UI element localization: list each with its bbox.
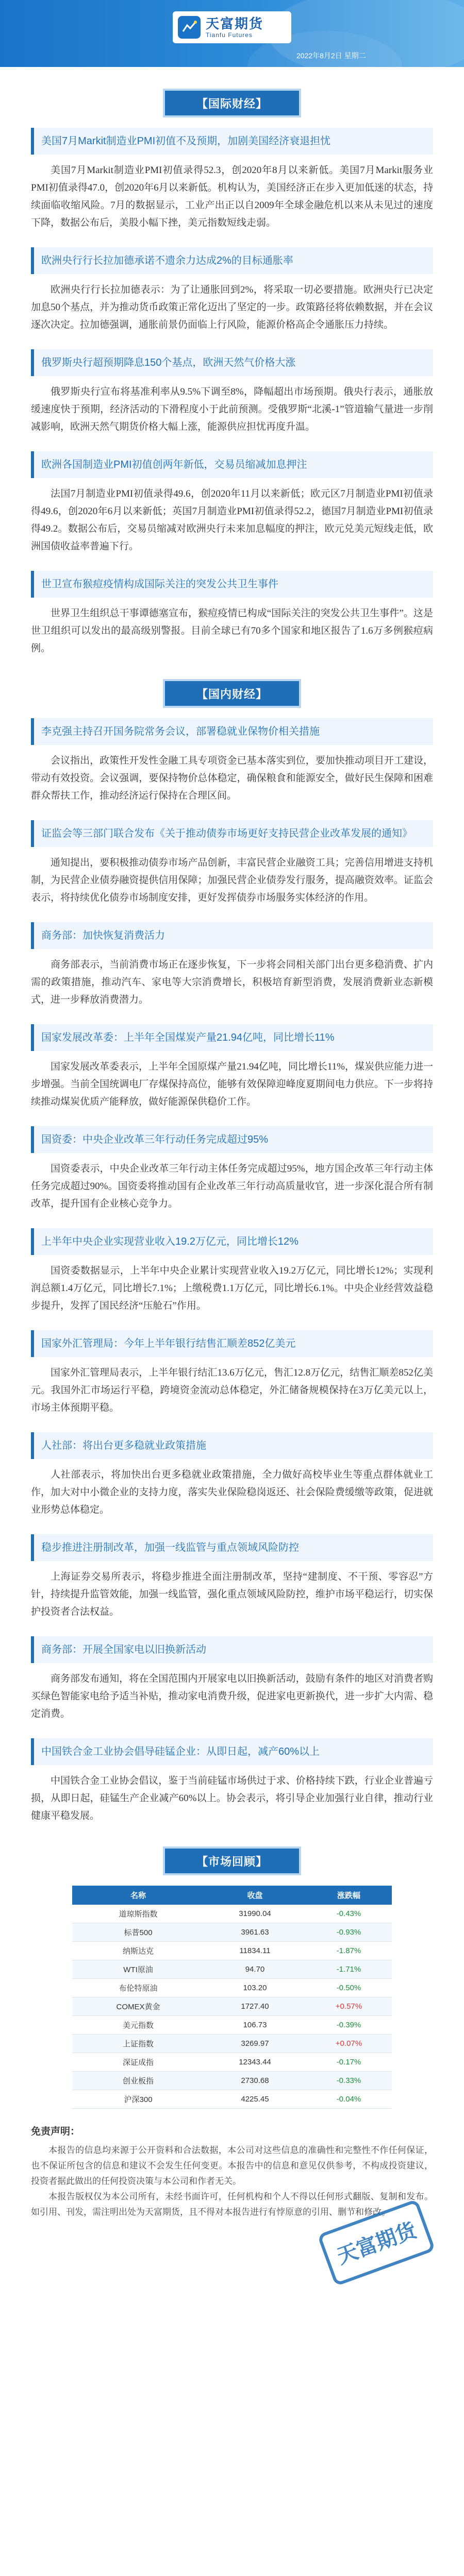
- news-body: 国资委表示，中央企业改革三年行动主体任务完成超过95%，地方国企改革三年行动主体任务完成超过90%。国资委将推动国有企业改革三年行动高质量收官，进一步深化混合所有制改革，提升国有企业核心竞争力。: [31, 1163, 433, 1209]
- table-row: [72, 2072, 392, 2090]
- table-cell-change: -0.33%: [306, 2072, 392, 2090]
- table-cell-change: -0.43%: [306, 1905, 392, 1923]
- table-cell-close: 12343.44: [204, 2053, 306, 2072]
- watermark-logo-icon: [309, 2186, 443, 2299]
- news-title: 美国7月Markit制造业PMI初值不及预期，加剧美国经济衰退担忧: [31, 128, 433, 155]
- table-cell-close: 4225.45: [204, 2090, 306, 2109]
- news-body: 中国铁合金工业协会倡议，鉴于当前硅锰市场供过于求、价格持续下跌，行业企业普遍亏损，从即日起，硅锰生产企业减产60%以上。协会表示，将引导企业加强行业自律，推动行业健康平稳发展。: [31, 1775, 433, 1821]
- table-cell-close: 106.73: [204, 2016, 306, 2035]
- news-title: 欧洲央行行长拉加德承诺不遗余力达成2%的目标通胀率: [31, 247, 433, 274]
- news-item: [31, 349, 433, 436]
- table-cell-name: WTI原油: [72, 1960, 204, 1979]
- table-row: [72, 1960, 392, 1979]
- table-row: [72, 2016, 392, 2035]
- disclaimer: [31, 2124, 433, 2268]
- table-row: [72, 2035, 392, 2053]
- news-title: 商务部：加快恢复消费活力: [31, 922, 433, 949]
- disclaimer-paragraph: 本报告的信息均来源于公开资料和合法数据，本公司对这些信息的准确性和完整性不作任何保证，也不保证所包含的信息和建议不会发生任何变更。本报告中的信息和意见仅供参考，不构成投资建议，投资者据此做出的任何投资决策与本公司和作者无关。: [31, 2145, 433, 2186]
- news-title: 商务部：开展全国家电以旧换新活动: [31, 1636, 433, 1663]
- news-item: [31, 922, 433, 1009]
- news-item: [31, 1738, 433, 1825]
- news-title: 中国铁合金工业协会倡导硅锰企业：从即日起，减产60%以上: [31, 1738, 433, 1765]
- table-cell-close: 2730.68: [204, 2072, 306, 2090]
- table-cell-change: -0.50%: [306, 1979, 392, 1997]
- section-title-international: 【国际财经】: [163, 89, 301, 117]
- logo-name-en: Tianfu Futures: [206, 31, 253, 39]
- table-row: [72, 1905, 392, 1923]
- table-cell-change: -0.17%: [306, 2053, 392, 2072]
- table-cell-close: 103.20: [204, 1979, 306, 1997]
- news-item: [31, 1330, 433, 1417]
- table-cell-close: 3269.97: [204, 2035, 306, 2053]
- news-title: 国家外汇管理局：今年上半年银行结售汇顺差852亿美元: [31, 1330, 433, 1357]
- table-cell-name: 道琼斯指数: [72, 1905, 204, 1923]
- table-header-row: [72, 1886, 392, 1905]
- column-header: 收盘: [204, 1886, 306, 1905]
- news-title: 俄罗斯央行超预期降息150个基点，欧洲天然气价格大涨: [31, 349, 433, 376]
- news-body: 人社部表示，将加快出台更多稳就业政策措施，全力做好高校毕业生等重点群体就业工作，加大对中小微企业的支持力度，落实失业保险稳岗返还、社会保险费缓缴等政策，促进就业形势总体稳定。: [31, 1469, 433, 1515]
- news-title: 证监会等三部门联合发布《关于推动债券市场更好支持民营企业改革发展的通知》: [31, 820, 433, 847]
- news-title: 欧洲各国制造业PMI初值创两年新低，交易员缩减加息押注: [31, 451, 433, 478]
- table-cell-change: -1.71%: [306, 1960, 392, 1979]
- table-row: [72, 1997, 392, 2016]
- svg-text:天富期货: 天富期货: [334, 2218, 420, 2268]
- market-table: [72, 1886, 392, 2109]
- table-cell-change: -0.04%: [306, 2090, 392, 2109]
- news-body: 商务部表示，当前消费市场正在逐步恢复，下一步将会同相关部门出台更多稳消费、扩内需的政策措施，推动汽车、家电等大宗消费增长，积极培育新型消费，发展消费新业态新模式，进一步释放消费潜力。: [31, 959, 433, 1005]
- section-title-domestic: 【国内财经】: [163, 679, 301, 708]
- table-cell-close: 94.70: [204, 1960, 306, 1979]
- disclaimer-paragraph: 本报告版权仅为本公司所有，未经书面许可，任何机构和个人不得以任何形式翻版、复制和发布。如引用、刊发，需注明出处为天富期货，且不得对本报告进行有悖原意的引用、删节和修改。: [31, 2192, 433, 2217]
- news-title: 国资委：中央企业改革三年行动任务完成超过95%: [31, 1126, 433, 1153]
- news-item: [31, 451, 433, 555]
- news-body: 通知提出，要积极推动债券市场产品创新，丰富民营企业融资工具；完善信用增进支持机制，为民营企业债券融资提供信用保障；加强民营企业债券发行服务，提高融资效率。证监会表示，将持续优化债券市场制度安排，更好发挥债券市场服务实体经济的作用。: [31, 857, 433, 903]
- news-body: 会议指出，政策性开发性金融工具专项资金已基本落实到位，要加快推动项目开工建设，带动有效投资。会议强调，要保持物价总体稳定，确保粮食和能源安全，做好民生保障和困难群众帮扶工作，推动经济运行保持在合理区间。: [31, 755, 433, 801]
- table-cell-name: 标普500: [72, 1923, 204, 1942]
- header-banner: [0, 0, 464, 67]
- news-item: [31, 1534, 433, 1621]
- news-item: [31, 820, 433, 907]
- issue-date: 2022年8月2日 星期二: [296, 52, 366, 60]
- company-logo: [173, 11, 291, 43]
- news-body: 俄罗斯央行宣布将基准利率从9.5%下调至8%，降幅超出市场预期。俄央行表示，通胀放缓速度快于预期，经济活动的下滑程度小于此前预测。受俄罗斯“北溪-1”管道输气量进一步削减影响，欧洲天然气期货价格大幅上涨，能源供应担忧再度升温。: [31, 386, 433, 432]
- news-item: [31, 718, 433, 805]
- news-body: 法国7月制造业PMI初值录得49.6，创2020年11月以来新低；欧元区7月制造业PMI初值录得49.6，创2020年6月以来新低；英国7月制造业PMI初值录得52.2，德国7月制造业PMI初值录得49.2。数据公布后，交易员缩减对欧洲央行未来加息幅度的押注，欧元兑美元短线走低，欧洲国债收益率普遍下行。: [31, 488, 433, 552]
- logo-icon: [178, 16, 201, 39]
- news-item: [31, 1126, 433, 1213]
- news-item: [31, 1228, 433, 1315]
- news-title: 世卫宣布猴痘疫情构成国际关注的突发公共卫生事件: [31, 571, 433, 598]
- news-body: 欧洲央行行长拉加德表示：为了让通胀回到2%，将采取一切必要措施。欧洲央行已决定加息50个基点，并为推动货币政策正常化迈出了坚定的一步。政策路径将依赖数据，并在会议逐次决定。拉加德强调，通胀前景仍面临上行风险，能源价格高企令通胀压力持续。: [31, 284, 433, 330]
- table-cell-change: +0.07%: [306, 2035, 392, 2053]
- table-cell-name: 美元指数: [72, 2016, 204, 2035]
- news-body: 世界卫生组织总干事谭德塞宣布，猴痘疫情已构成“国际关注的突发公共卫生事件”。这是世卫组织可以发出的最高级别警报。目前全球已有70多个国家和地区报告了1.6万多例猴痘病例。: [31, 608, 433, 654]
- table-cell-name: 纳斯达克: [72, 1942, 204, 1960]
- table-cell-name: 布伦特原油: [72, 1979, 204, 1997]
- news-item: [31, 1432, 433, 1519]
- table-row: [72, 1979, 392, 1997]
- column-header: 名称: [72, 1886, 204, 1905]
- logo-name-cn: 天富期货: [206, 16, 264, 31]
- table-cell-change: +0.57%: [306, 1997, 392, 2016]
- news-body: 国家外汇管理局表示，上半年银行结汇13.6万亿元，售汇12.8万亿元，结售汇顺差852亿美元。我国外汇市场运行平稳，跨境资金流动总体稳定，外汇储备规模保持在3万亿美元以上，市场主体预期平稳。: [31, 1367, 433, 1413]
- table-cell-name: COMEX黄金: [72, 1997, 204, 2016]
- table-cell-close: 1727.40: [204, 1997, 306, 2016]
- table-cell-close: 3961.63: [204, 1923, 306, 1942]
- news-title: 上半年中央企业实现营业收入19.2万亿元，同比增长12%: [31, 1228, 433, 1255]
- table-row: [72, 1942, 392, 1960]
- news-body: 商务部发布通知，将在全国范围内开展家电以旧换新活动，鼓励有条件的地区对消费者购买绿色智能家电给予适当补贴，推动家电消费升级，促进家电更新换代，进一步扩大内需、稳定消费。: [31, 1673, 433, 1719]
- news-body: 上海证券交易所表示，将稳步推进全面注册制改革，坚持“建制度、不干预、零容忍”方针，持续提升监管效能，加强一线监管，强化重点领域风险防控，维护市场平稳运行，切实保护投资者合法权益。: [31, 1571, 433, 1617]
- table-cell-close: 31990.04: [204, 1905, 306, 1923]
- news-body: 美国7月Markit制造业PMI初值录得52.3，创2020年8月以来新低。美国7月Markit服务业PMI初值录得47.0，创2020年6月以来新低。机构认为，美国经济正在步入更加低迷的状态，持续面临收缩风险。7月的数据显示，工业产出正以自2009年全球金融危机以来从未见过的速度下降，数据公布后，美股小幅下挫，美元指数短线走弱。: [31, 165, 433, 228]
- news-title: 稳步推进注册制改革，加强一线监管与重点领域风险防控: [31, 1534, 433, 1561]
- table-cell-name: 沪深300: [72, 2090, 204, 2109]
- column-header: 涨跌幅: [306, 1886, 392, 1905]
- table-row: [72, 2090, 392, 2109]
- news-title: 人社部：将出台更多稳就业政策措施: [31, 1432, 433, 1459]
- table-row: [72, 1923, 392, 1942]
- disclaimer-title: 免责声明：: [31, 2126, 80, 2137]
- table-cell-change: -0.93%: [306, 1923, 392, 1942]
- news-title: 国家发展改革委：上半年全国煤炭产量21.94亿吨，同比增长11%: [31, 1024, 433, 1051]
- section-title-market: 【市场回顾】: [163, 1846, 301, 1875]
- table-row: [72, 2053, 392, 2072]
- news-item: [31, 571, 433, 657]
- table-cell-name: 上证指数: [72, 2035, 204, 2053]
- news-item: [31, 247, 433, 334]
- table-cell-change: -1.87%: [306, 1942, 392, 1960]
- news-item: [31, 128, 433, 232]
- news-body: 国家发展改革委表示，上半年全国原煤产量21.94亿吨，同比增长11%，煤炭供应能力进一步增强。当前全国统调电厂存煤保持高位，能够有效保障迎峰度夏期间电力供应。下一步将持续推动煤炭优质产能释放，做好能源保供稳价工作。: [31, 1061, 433, 1107]
- table-cell-close: 11834.11: [204, 1942, 306, 1960]
- news-title: 李克强主持召开国务院常务会议，部署稳就业保物价相关措施: [31, 718, 433, 745]
- news-item: [31, 1024, 433, 1111]
- table-cell-change: -0.39%: [306, 2016, 392, 2035]
- table-cell-name: 创业板指: [72, 2072, 204, 2090]
- news-item: [31, 1636, 433, 1723]
- news-body: 国资委数据显示，上半年中央企业累计实现营业收入19.2万亿元，同比增长12%；实现利润总额1.4万亿元，同比增长7.1%；上缴税费1.1万亿元，同比增长6.1%。中央企业经营效益稳步提升，发挥了国民经济“压舱石”作用。: [31, 1265, 433, 1311]
- table-cell-name: 深证成指: [72, 2053, 204, 2072]
